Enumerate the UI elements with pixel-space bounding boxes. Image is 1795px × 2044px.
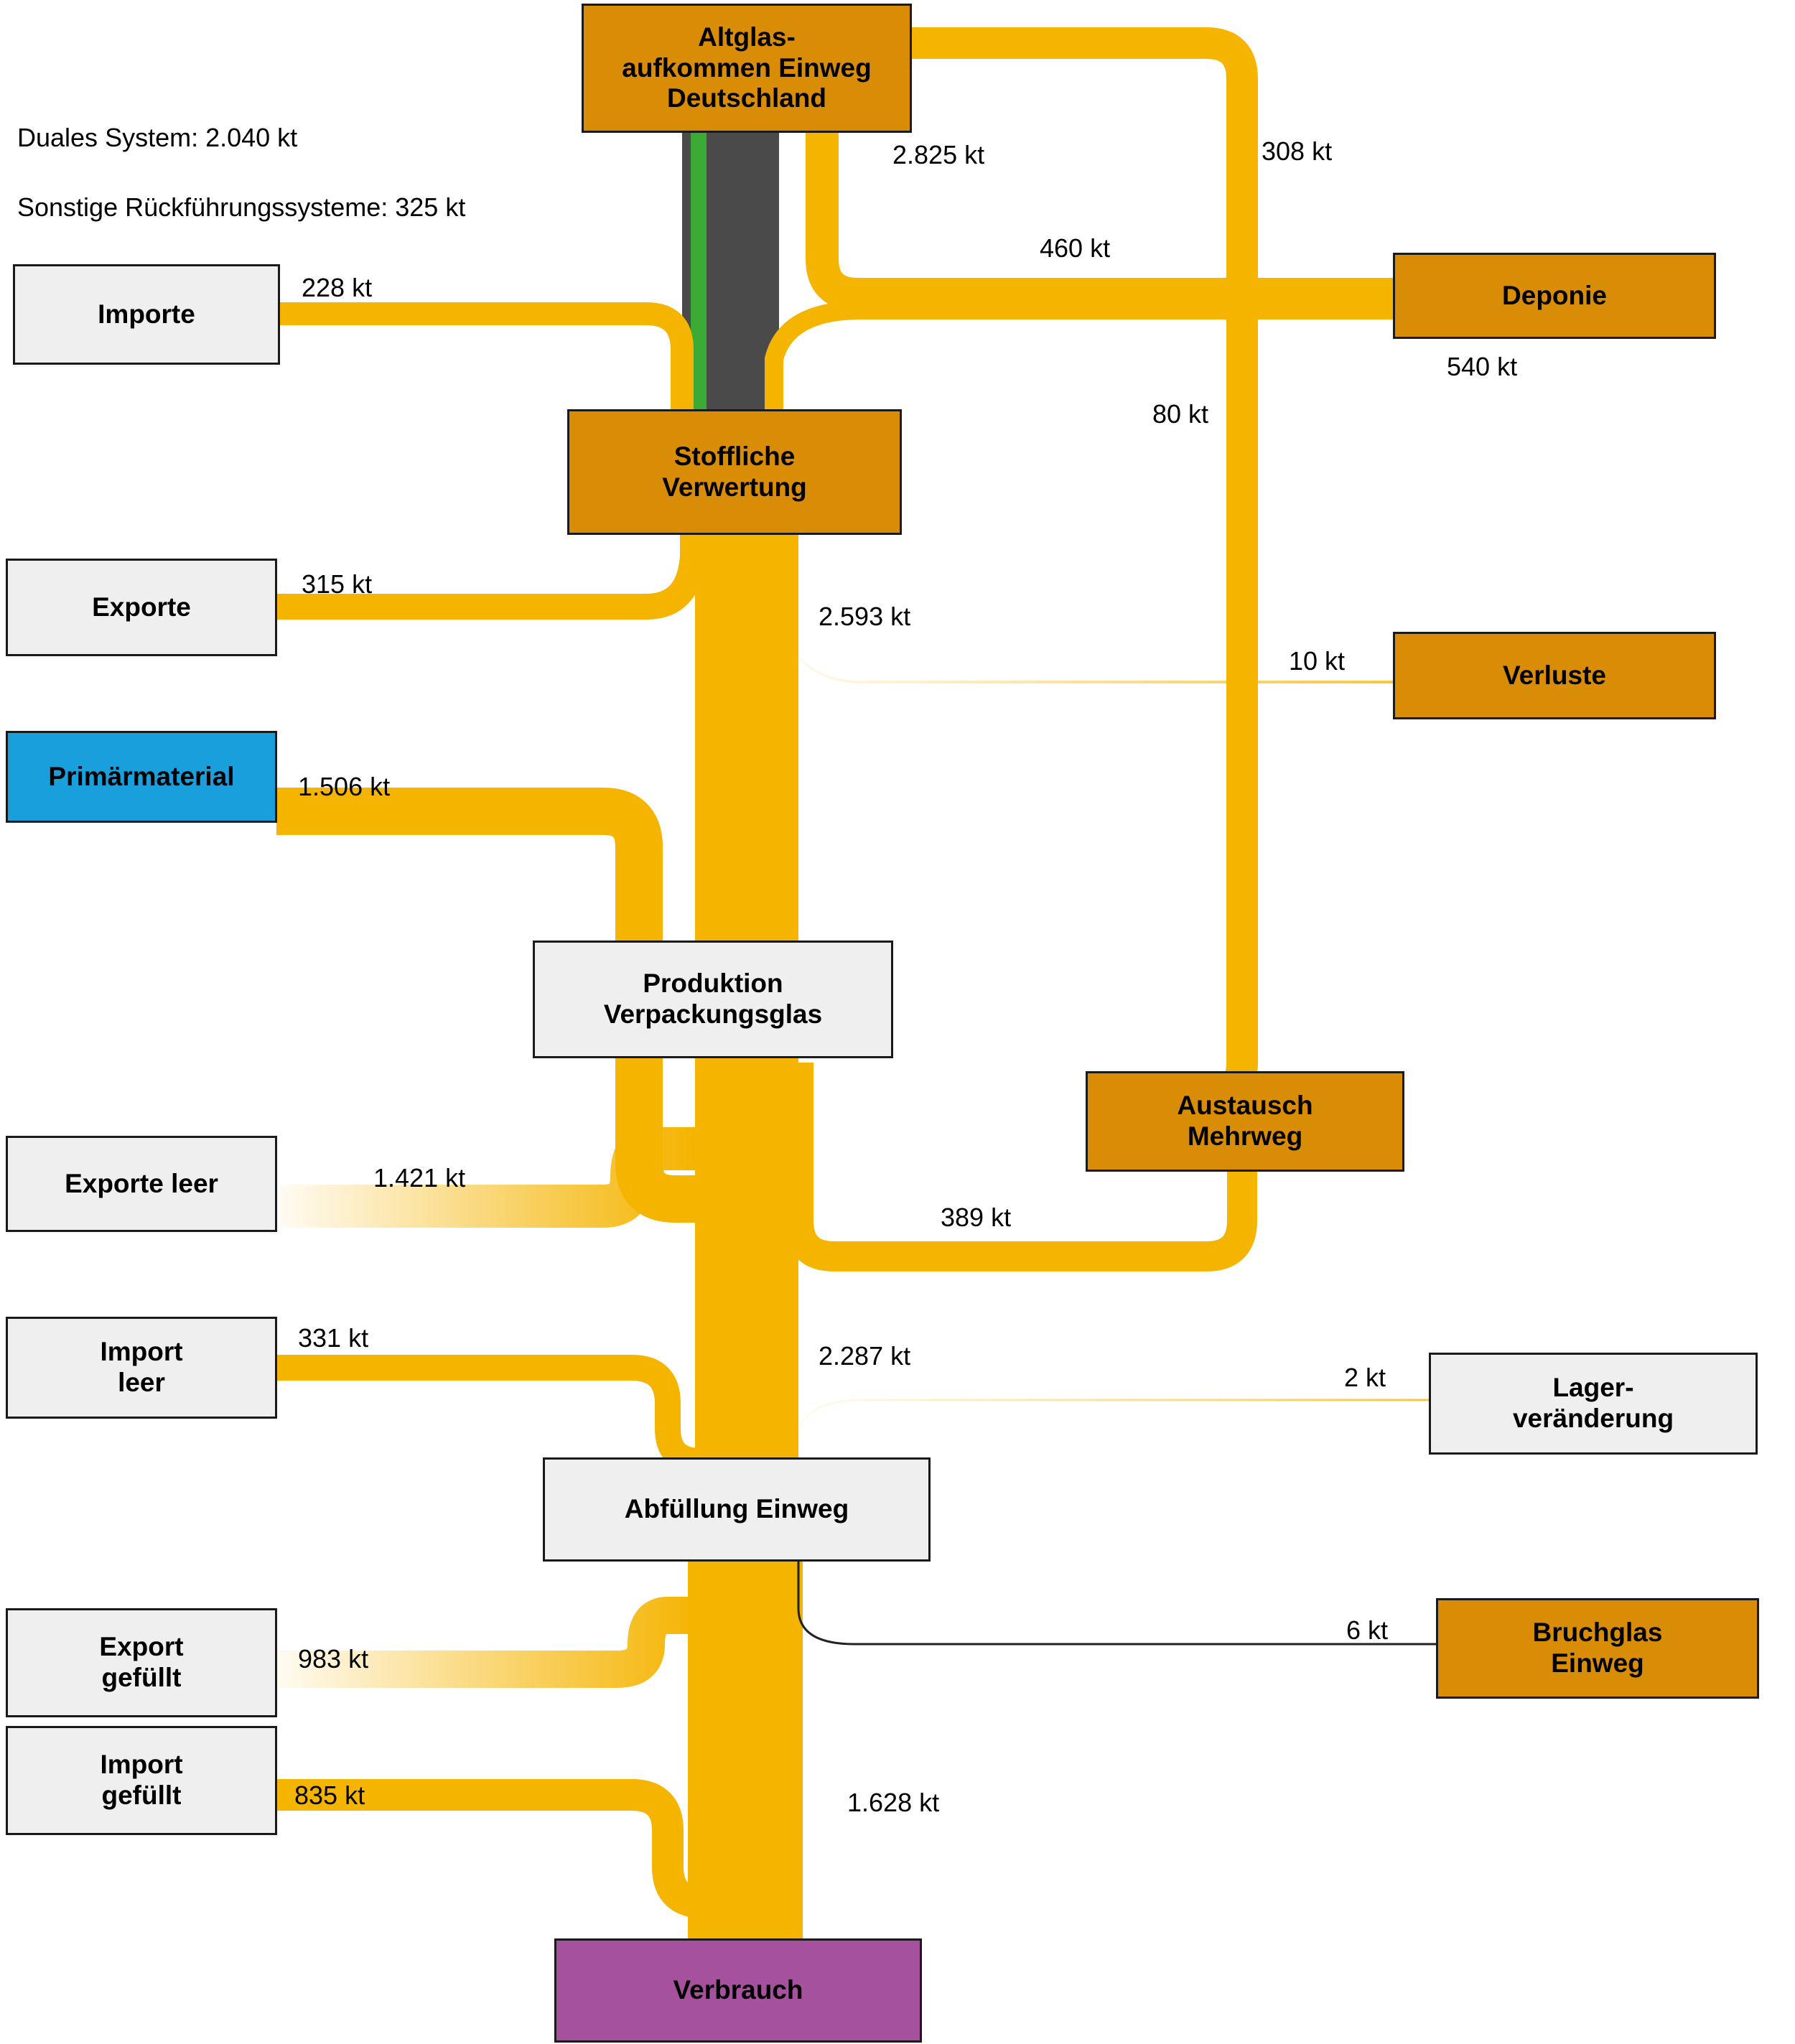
node-verbrauch[interactable] [554,1938,922,2043]
node-label: Abfüllung Einweg [624,1494,849,1524]
flow-produktion-exporteleer [280,1149,695,1206]
node-label-line: aufkommen Einweg [622,52,872,83]
node-primaermaterial[interactable] [6,731,277,823]
node-label-line: Import [100,1337,183,1367]
node-export-gefuellt[interactable] [6,1608,277,1717]
node-label-line: Mehrweg [1187,1121,1303,1151]
node-label-line: Produktion [643,969,783,999]
node-produktion-verpackungsglas[interactable] [533,941,893,1058]
node-label-line: Altglas- [698,22,796,52]
flow-bruchglas-abfuellung [798,1562,1436,1644]
flow-label-stoffliche-verluste: 10 kt [1289,646,1346,676]
flow-label-abfuellung-exportgefuellt: 983 kt [298,1644,369,1674]
node-label: Verbrauch [673,1975,803,2005]
node-label-line: Einweg [1551,1648,1644,1678]
flow-label-produktion-exporteleer: 1.421 kt [373,1163,466,1193]
flow-label-abfuellung-verbrauch: 1.628 kt [847,1788,940,1817]
node-label-line: Bruchglas [1532,1618,1663,1648]
node-exporte[interactable] [6,559,277,656]
node-label: Exporte leer [65,1168,218,1198]
node-verluste[interactable] [1393,632,1716,719]
node-label: Primärmaterial [48,761,235,791]
node-label-line: Deutschland [666,83,827,113]
flow-label-exporte-stoffliche: 315 kt [302,569,373,599]
node-stoffliche-verwertung[interactable] [567,409,902,535]
node-label-line: Verwertung [662,472,807,502]
legend-line-2: Sonstige Rückführungssysteme: 325 kt [17,192,466,222]
node-label: Deponie [1502,280,1607,310]
node-bruchglas-einweg[interactable] [1436,1598,1759,1699]
node-austausch-mehrweg[interactable] [1086,1071,1404,1172]
flow-label-produktion-austausch: 389 kt [941,1203,1012,1232]
flow-label-abfuellung-lager: 2 kt [1344,1363,1386,1392]
node-label-line: Export [99,1632,184,1662]
flow-label-primaermaterial-produktion: 1.506 kt [298,772,391,801]
flow-label-bruchglas-abfuellung: 6 kt [1346,1615,1389,1645]
flow-importe-stoffliche [280,314,682,424]
node-label-line: gefüllt [101,1663,182,1692]
flow-label-importleer-abfuellung: 331 kt [298,1323,369,1353]
node-altglasaufkommen-einweg-deutschland[interactable] [582,4,912,133]
flow-label-deponie-stoffliche: 540 kt [1447,352,1518,381]
node-exporte-leer[interactable] [6,1136,277,1232]
node-label: Exporte [92,592,191,622]
flow-abfuellung-lager [798,1400,1429,1429]
flow-importgefuellt-verbrauch [276,1795,704,1903]
node-label-line: leer [118,1368,165,1397]
flow-label-altglas-stoffliche: 2.825 kt [892,140,985,169]
node-label-line: Stoffliche [673,441,796,471]
node-importe[interactable] [13,264,280,365]
flow-importleer-abfuellung [276,1368,700,1461]
node-label: Verluste [1503,660,1606,690]
node-label-line: veränderung [1512,1404,1674,1433]
node-label-line: Import [100,1750,183,1780]
node-label-line: Lager- [1552,1373,1634,1403]
flow-label-importgefuellt-verbrauch: 835 kt [294,1781,365,1810]
node-label-line: gefüllt [101,1781,182,1810]
flow-altglas-austausch [912,43,1242,1098]
flow-label-altglas-austausch: 308 kt [1262,136,1333,166]
flow-label-stoffliche-produktion: 2.593 kt [819,602,911,631]
flow-label-produktion-abfuellung: 2.287 kt [819,1341,911,1371]
flow-label-austausch-deponie: 80 kt [1152,399,1209,429]
node-label: Importe [98,299,195,329]
node-label-line: Verpackungsglas [603,999,823,1029]
flow-deponie-stoffliche [774,310,1393,424]
node-lagerveraenderung[interactable] [1429,1353,1758,1455]
legend-line-1: Duales System: 2.040 kt [17,123,298,153]
node-label-line: Austausch [1177,1091,1313,1121]
flow-label-altglas-deponie: 460 kt [1040,233,1111,263]
node-import-gefuellt[interactable] [6,1726,277,1835]
legend-duales-system [17,86,465,259]
node-abfuellung-einweg[interactable] [543,1457,931,1562]
flow-label-importe-stoffliche: 228 kt [302,273,373,302]
node-import-leer[interactable] [6,1317,277,1419]
node-deponie[interactable] [1393,253,1716,339]
